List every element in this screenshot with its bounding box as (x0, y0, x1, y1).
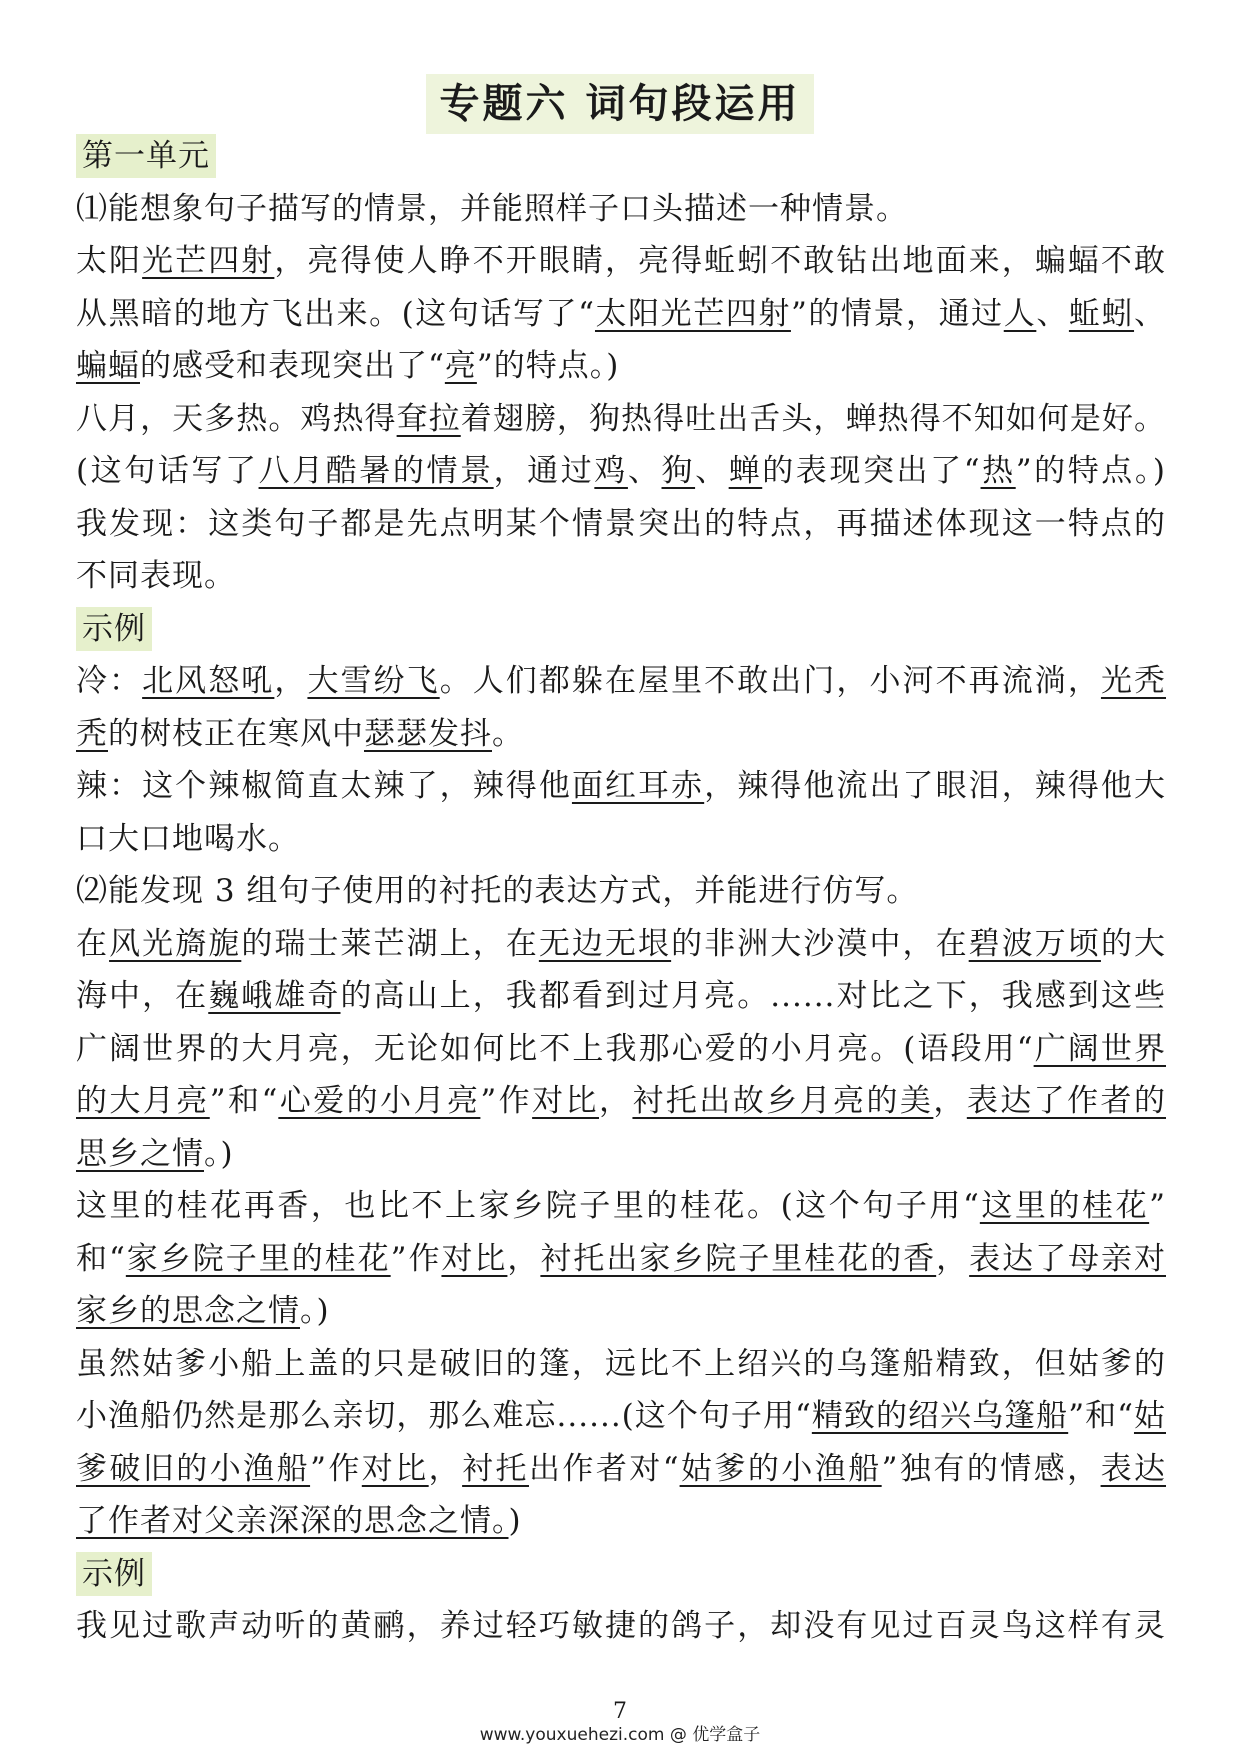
underlined-phrase: 风光旖旎 (109, 925, 242, 962)
text-run: 八月，天多热。鸡热得 (76, 400, 397, 437)
text-run: 我发现：这类句子都是先点明某个情景突出的特点，再描述体现这一特点的 (76, 505, 1166, 542)
section-heading: 示例 (76, 1552, 152, 1596)
underlined-phrase: 表达 (1100, 1450, 1166, 1487)
text-line (76, 1233, 1166, 1286)
text-line (76, 1548, 1166, 1601)
text-run: ”的情景，通过 (790, 295, 1004, 332)
text-line (76, 183, 1166, 236)
text-run: 、 (1036, 295, 1069, 332)
underlined-phrase: 姑 (1133, 1398, 1166, 1434)
text-line (76, 603, 1166, 656)
text-run: 出作者对“ (528, 1450, 680, 1487)
text-run: 海中，在 (76, 978, 209, 1014)
text-line (76, 393, 1166, 446)
text-line (76, 865, 1166, 918)
text-run: 不同表现。 (76, 558, 236, 594)
text-run: ⑵能发现 3 组句子使用的衬托的表达方式，并能进行仿写。 (76, 873, 919, 909)
underlined-phrase: 秃 (76, 715, 108, 752)
text-run: ⑴能想象句子描写的情景，并能照样子口头描述一种情景。 (76, 190, 908, 227)
underlined-phrase: 八月酷暑的情景 (258, 453, 494, 489)
text-run: 、 (627, 453, 662, 489)
text-run: ， (936, 1240, 970, 1277)
text-run: ，辣得他流出了眼泪，辣得他大 (704, 768, 1166, 804)
text-run: ” (1149, 1188, 1166, 1224)
text-run: 。 (492, 715, 524, 752)
underlined-phrase: 耷拉 (396, 400, 461, 437)
text-run: 着翅膀，狗热得吐出舌头，蝉热得不知如何是好。 (460, 400, 1166, 437)
text-run: (这句话写了 (76, 453, 259, 489)
text-run: ， (274, 663, 308, 699)
underlined-phrase: 心爱的小月亮 (278, 1083, 481, 1119)
text-run: ) (508, 1503, 522, 1539)
underlined-phrase: 精致的绍兴乌篷船 (811, 1398, 1069, 1434)
underlined-phrase: 蝉 (728, 453, 763, 489)
text-line (76, 340, 1166, 393)
underlined-phrase: 的大月亮 (76, 1083, 210, 1119)
page-footer (0, 1700, 1240, 1746)
text-line (76, 1600, 1166, 1653)
text-run: 虽然姑爹小船上盖的只是破旧的篷，远比不上绍兴的乌篷船精致，但姑爹的 (76, 1345, 1166, 1382)
text-run: ”作 (390, 1240, 442, 1277)
text-run: 小渔船仍然是那么亲切，那么难忘......(这个句子用“ (76, 1398, 812, 1434)
text-line (76, 1495, 1166, 1548)
underlined-phrase: 表达了作者的 (966, 1083, 1166, 1119)
text-run: 的高山上，我都看到过月亮。......对比之下，我感到这些 (340, 978, 1166, 1014)
text-line (76, 1338, 1166, 1391)
text-run: ”作 (480, 1083, 533, 1119)
underlined-phrase: 姑爹的小渔船 (679, 1450, 882, 1487)
text-line (76, 1180, 1166, 1233)
text-run: 在 (76, 925, 110, 962)
underlined-phrase: 思乡之情 (76, 1135, 204, 1172)
underlined-phrase: 北风怒吼 (142, 663, 275, 699)
text-line (76, 445, 1166, 498)
underlined-phrase: 光芒四射 (142, 243, 275, 279)
text-run: 的表现突出了“ (762, 453, 981, 489)
underlined-phrase: 蚯蚓 (1068, 295, 1135, 332)
text-run: ， (933, 1083, 967, 1119)
underlined-phrase: 亮 (444, 348, 477, 384)
text-line (76, 655, 1166, 708)
text-run: ”和“ (209, 1083, 279, 1119)
underlined-phrase: 了作者对父亲深深的思念之情。 (76, 1503, 509, 1539)
text-run: ，通过 (493, 453, 595, 489)
text-line (76, 1285, 1166, 1338)
section-heading: 第一单元 (76, 134, 216, 178)
text-run: 的瑞士莱芒湖上，在 (241, 925, 539, 962)
title-area (0, 74, 1240, 134)
text-run: ，亮得使人睁不开眼睛，亮得蚯蚓不敢钻出地面来，蝙蝠不敢 (274, 243, 1166, 279)
underlined-phrase: 广阔世界 (1033, 1030, 1166, 1067)
underlined-phrase: 人 (1003, 295, 1037, 332)
text-run: 和“ (76, 1240, 126, 1277)
text-line (76, 550, 1166, 603)
underlined-phrase: 爹破旧的小渔船 (76, 1450, 311, 1487)
text-run: ， (599, 1083, 633, 1119)
text-run: ”和“ (1068, 1398, 1134, 1434)
text-run: 。) (300, 1293, 330, 1329)
text-run: 。) (204, 1135, 234, 1172)
underlined-phrase: 家乡的思念之情 (76, 1293, 300, 1329)
underlined-phrase: 碧波万顷 (968, 925, 1101, 962)
underlined-phrase: 太阳光芒四射 (594, 295, 791, 332)
text-line (76, 1023, 1166, 1076)
underlined-phrase: 对比 (532, 1083, 599, 1119)
underlined-phrase: 衬托出故乡月亮的美 (632, 1083, 934, 1119)
text-run: ”作 (310, 1450, 362, 1487)
underlined-phrase: 对比 (361, 1450, 429, 1487)
text-line (76, 1390, 1166, 1443)
underlined-phrase: 光秃 (1100, 663, 1166, 699)
text-run: 的非洲大沙漠中，在 (671, 925, 969, 962)
text-run: 辣：这个辣椒简直太辣了，辣得他 (76, 768, 572, 804)
underlined-phrase: 蝙蝠 (76, 348, 140, 384)
underlined-phrase: 鸡 (594, 453, 628, 489)
underlined-phrase: 巍峨雄奇 (208, 978, 341, 1014)
text-run: 的大 (1100, 925, 1166, 962)
underlined-phrase: 面红耳赤 (571, 768, 705, 804)
text-line (76, 288, 1166, 341)
text-run: 的树枝正在寒风中 (108, 715, 364, 752)
underlined-phrase: 对比 (441, 1240, 508, 1277)
underlined-phrase: 表达了母亲对 (969, 1240, 1166, 1277)
text-run: 我见过歌声动听的黄鹂，养过轻巧敏捷的鸽子，却没有见过百灵鸟这样有灵 (76, 1608, 1166, 1644)
text-run: 的感受和表现突出了“ (140, 348, 445, 384)
text-run: 从黑暗的地方飞出来。(这句话写了“ (76, 295, 595, 332)
text-run: 口大口地喝水。 (76, 820, 300, 857)
text-run: 这里的桂花再香，也比不上家乡院子里的桂花。(这个句子用“ (76, 1188, 980, 1224)
watermark-site: www.youxuehezi.com @ 优学盒子 (479, 1725, 761, 1745)
underlined-phrase: 大雪纷飞 (307, 663, 440, 699)
underlined-phrase: 热 (980, 453, 1016, 489)
text-line (76, 1443, 1166, 1496)
text-run: 、 (695, 453, 729, 489)
page-title: 专题六 词句段运用 (426, 74, 815, 134)
text-line (76, 235, 1166, 288)
text-run: 广阔世界的大月亮，无论如何比不上我那心爱的小月亮。(语段用“ (76, 1030, 1034, 1067)
text-run: 、 (1134, 295, 1166, 332)
text-run: ， (507, 1240, 541, 1277)
underlined-phrase: 这里的桂花 (979, 1188, 1150, 1224)
section-heading: 示例 (76, 607, 152, 651)
underlined-phrase: 瑟瑟发抖 (364, 715, 492, 752)
text-line (76, 1075, 1166, 1128)
text-line (76, 760, 1166, 813)
underlined-phrase: 衬托 (462, 1450, 529, 1487)
text-line (76, 813, 1166, 866)
underlined-phrase: 无边无垠 (538, 925, 672, 962)
text-run: 冷： (76, 663, 143, 699)
text-line (76, 708, 1166, 761)
underlined-phrase: 家乡院子里的桂花 (125, 1240, 391, 1277)
text-line (76, 970, 1166, 1023)
text-line (76, 498, 1166, 551)
underlined-phrase: 狗 (661, 453, 696, 489)
text-run: ”独有的情感， (881, 1450, 1101, 1487)
text-run: 。人们都躲在屋里不敢出门，小河不再流淌， (439, 663, 1101, 699)
text-line (76, 1128, 1166, 1181)
text-run: ”的特点。) (476, 348, 620, 384)
page-number: 7 (613, 1699, 627, 1724)
body-text (76, 130, 1166, 1653)
underlined-phrase: 衬托出家乡院子里桂花的香 (540, 1240, 937, 1277)
text-run: ”的特点。) (1015, 453, 1166, 489)
text-run: ， (428, 1450, 463, 1487)
text-run: 太阳 (76, 243, 143, 279)
text-line (76, 130, 1166, 183)
text-line (76, 918, 1166, 971)
